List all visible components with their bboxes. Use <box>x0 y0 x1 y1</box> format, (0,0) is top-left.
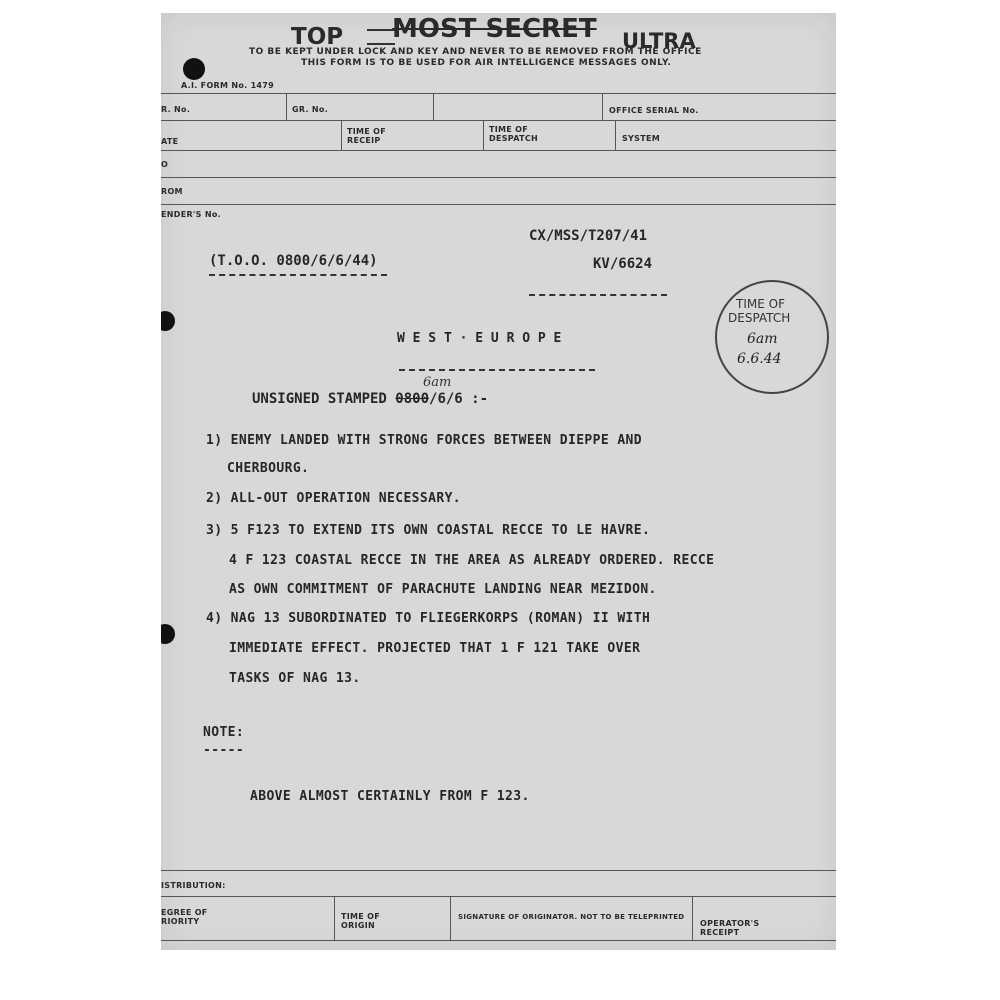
stamp-hand-date: 6.6.44 <box>737 351 782 367</box>
ultra-label: ULTRA <box>622 29 696 53</box>
strike-lines <box>367 29 395 45</box>
note-text: ABOVE ALMOST CERTAINLY FROM F 123. <box>250 789 530 804</box>
punch-hole <box>161 624 175 644</box>
punch-hole <box>183 58 205 80</box>
too-line: (T.O.O. 0800/6/6/44) <box>209 253 378 269</box>
unsigned-suffix: /6/6 :- <box>429 391 489 407</box>
operators-label-2: RECEIPT <box>700 928 740 937</box>
stamp-hand-time: 6am <box>747 331 778 347</box>
note-dash: ----- <box>203 743 245 758</box>
punch-hole <box>161 311 175 331</box>
message-line: 2) ALL-OUT OPERATION NECESSARY. <box>206 491 462 506</box>
message-line: CHERBOURG. <box>227 461 310 476</box>
message-line: 1) ENEMY LANDED WITH STRONG FORCES BETWEEN DIEPPE AND <box>206 433 643 448</box>
time-origin-label-2: ORIGIN <box>341 921 375 930</box>
degree-label-1: EGREE OF <box>161 908 208 917</box>
stamp-line-2: DESPATCH <box>728 311 791 325</box>
message-line: 4 F 123 COASTAL RECCE IN THE AREA AS ALREADY ORDERED. RECCE <box>229 553 715 568</box>
section-title: W E S T · E U R O P E <box>397 331 562 346</box>
gr-no-label: GR. No. <box>292 105 329 114</box>
title-underline <box>399 369 595 371</box>
to-label: O <box>161 160 169 169</box>
distribution-label: ISTRIBUTION: <box>161 881 226 890</box>
degree-label-2: RIORITY <box>161 917 200 926</box>
message-line: IMMEDIATE EFFECT. PROJECTED THAT 1 F 121 TAKE OVER <box>229 641 641 656</box>
time-receipt-label-1: TIME OF <box>347 127 387 136</box>
signature-label: SIGNATURE OF ORIGINATOR. NOT TO BE TELEPRINTED <box>458 913 685 921</box>
time-origin-label-1: TIME OF <box>341 912 381 921</box>
stamp-line-1: TIME OF <box>736 297 785 311</box>
office-serial-label: OFFICE SERIAL No. <box>609 106 699 115</box>
r-no-label: R. No. <box>161 105 191 114</box>
message-line: AS OWN COMMITMENT OF PARACHUTE LANDING NEAR MEZIDON. <box>229 582 657 597</box>
struck-time: 0800 <box>395 391 430 407</box>
time-receipt-label-2: RECEIP <box>347 136 381 145</box>
message-line: TASKS OF NAG 13. <box>229 671 361 686</box>
time-despatch-label-2: DESPATCH <box>489 134 538 143</box>
header-line-1: TO BE KEPT UNDER LOCK AND KEY AND NEVER TO BE REMOVED FROM THE OFFICE <box>249 47 702 57</box>
reference-kv: KV/6624 <box>593 256 653 272</box>
unsigned-stamped-line <box>252 391 488 407</box>
document-sheet <box>161 13 836 950</box>
date-label: ATE <box>161 137 179 146</box>
operators-label-1: OPERATOR'S <box>700 919 760 928</box>
top-label: TOP <box>291 24 344 50</box>
form-number: A.I. FORM No. 1479 <box>181 81 275 90</box>
system-label: SYSTEM <box>622 134 660 143</box>
senders-no-label: ENDER'S No. <box>161 210 221 219</box>
note-label: NOTE: <box>203 725 245 740</box>
most-secret-struck: MOST SECRET <box>392 14 597 44</box>
header-line-2: THIS FORM IS TO BE USED FOR AIR INTELLIGENCE MESSAGES ONLY. <box>301 58 672 68</box>
message-line: 3) 5 F123 TO EXTEND ITS OWN COASTAL RECCE TO LE HAVRE. <box>206 523 651 538</box>
unsigned-prefix: UNSIGNED STAMPED <box>252 391 396 407</box>
message-line: 4) NAG 13 SUBORDINATED TO FLIEGERKORPS (ROMAN) II WITH <box>206 611 651 626</box>
reference-cx: CX/MSS/T207/41 <box>529 228 648 244</box>
despatch-stamp <box>715 280 829 394</box>
from-label: ROM <box>161 187 183 196</box>
time-despatch-label-1: TIME OF <box>489 125 529 134</box>
ref-underline <box>529 294 667 296</box>
too-underline <box>209 274 387 276</box>
handwritten-time: 6am <box>423 375 452 390</box>
